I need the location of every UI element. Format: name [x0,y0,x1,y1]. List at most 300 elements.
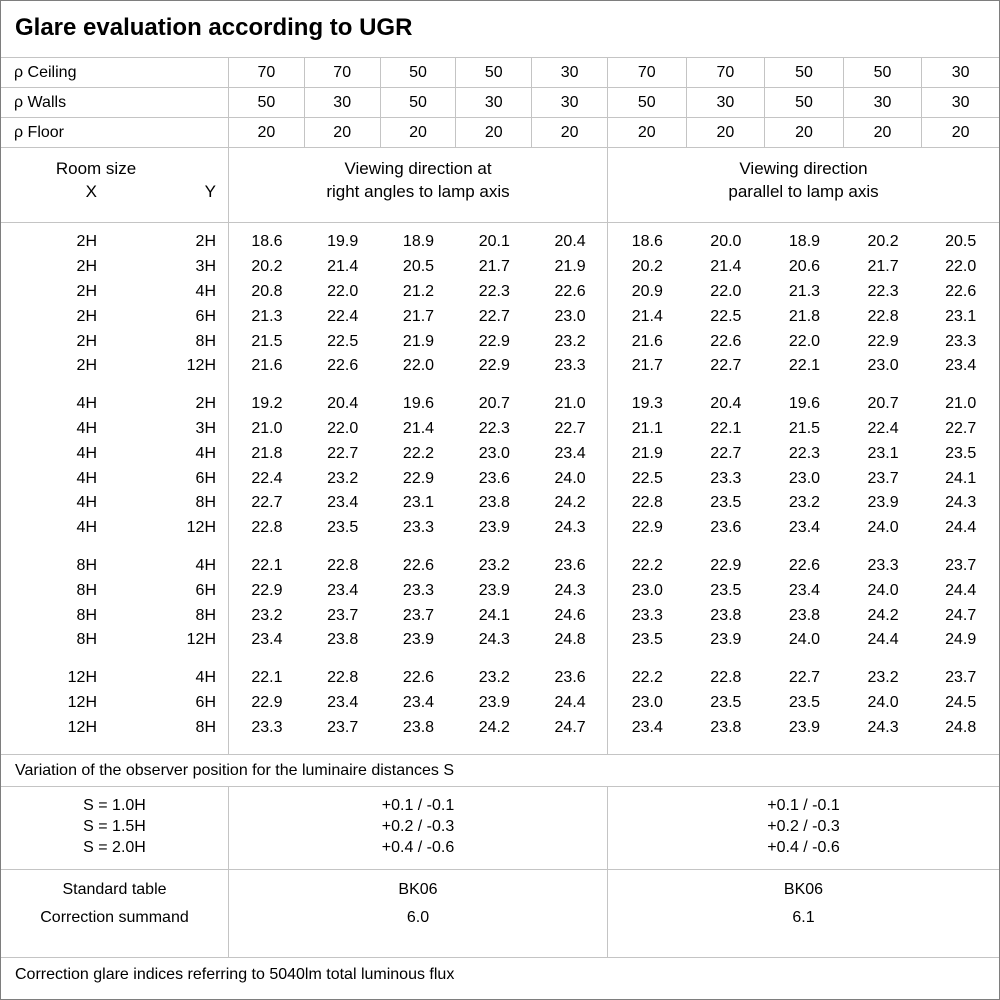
ugr-value: 23.9 [788,718,821,736]
ugr-value: 23.5 [327,519,359,537]
table-row [1,441,999,466]
ugr-value: 22.3 [478,419,510,437]
reflectance-value: 30 [456,88,532,117]
ugr-value: 24.3 [867,718,899,736]
y-cell: 12H [186,357,216,375]
group-header-line: right angles to lamp axis [326,182,510,201]
y-cell: 6H [195,693,216,711]
x-cell: 12H [67,693,97,711]
reflectance-value: 20 [951,123,970,141]
ugr-value: 23.3 [710,469,742,487]
s-value: +0.2 / -0.3 [767,818,840,835]
summary-label: Correction summand [40,909,189,926]
s-value: +0.1 / -0.1 [767,797,840,814]
ugr-value: 24.0 [867,581,899,599]
y-cell: 8H [195,718,216,736]
ugr-value: 23.7 [327,606,359,624]
ugr-value: 22.6 [788,556,821,574]
reflectance-value: 50 [765,58,844,87]
ugr-value: 19.6 [788,395,821,413]
summary-labels [1,870,229,957]
ugr-value: 21.8 [251,444,283,462]
reflectance-value: 50 [844,58,923,87]
ugr-value: 21.0 [554,395,586,413]
ugr-value: 21.0 [945,395,977,413]
ugr-value: 19.3 [631,395,663,413]
reflectance-value: 30 [532,58,608,87]
ugr-value: 20.4 [710,395,742,413]
ugr-value: 23.0 [631,581,663,599]
ugr-value: 23.8 [478,494,510,512]
group-header-line: Viewing direction [739,159,868,178]
ugr-value: 23.3 [554,357,586,375]
group-divider [607,223,608,754]
ugr-value: 23.4 [788,581,821,599]
y-cell: 2H [195,395,216,413]
reflectance-value: 30 [951,63,970,81]
table-row [1,516,999,541]
ugr-value: 23.8 [402,718,435,736]
ugr-value: 24.4 [867,631,899,649]
ugr-values-section [1,223,999,755]
ugr-value: 18.6 [251,233,283,251]
ugr-value: 23.1 [402,494,435,512]
ugr-value: 22.5 [710,307,742,325]
ugr-value: 19.2 [251,395,283,413]
ugr-value: 23.4 [554,444,586,462]
ugr-value: 22.7 [554,419,586,437]
s-row-label: S = 2.0H [83,839,146,856]
table-header-band [1,148,999,223]
ugr-value: 23.2 [867,669,899,687]
reflectance-value: 70 [608,58,687,87]
y-cell: 4H [195,669,216,687]
ugr-value: 21.6 [631,332,663,350]
reflectance-row [1,118,999,148]
ugr-value: 22.6 [402,556,435,574]
ugr-value: 18.9 [402,233,435,251]
ugr-value: 21.4 [402,419,435,437]
ugr-value: 22.7 [710,357,742,375]
ugr-value: 21.6 [251,357,283,375]
reflectance-value: 50 [381,88,457,117]
ugr-value: 23.3 [867,556,899,574]
table-row [1,392,999,417]
ugr-value: 24.3 [945,494,977,512]
reflectance-row [1,88,999,118]
ugr-value: 21.1 [631,419,663,437]
table-row [1,230,999,255]
ugr-value: 23.4 [327,494,359,512]
ugr-value: 23.9 [478,519,510,537]
reflectance-value: 70 [687,58,766,87]
ugr-value: 22.9 [631,519,663,537]
group-header-line: Viewing direction at [344,159,492,178]
ugr-value: 22.5 [631,469,663,487]
y-cell: 8H [195,494,216,512]
reflectance-value: 30 [687,88,766,117]
ugr-value: 22.3 [478,282,510,300]
ugr-value: 24.5 [945,693,977,711]
ugr-value: 24.3 [554,519,586,537]
room-size-block-4h [1,392,999,541]
y-cell: 6H [195,307,216,325]
page-title: Glare evaluation according to UGR [1,1,999,58]
table-row [1,715,999,740]
ugr-value: 23.7 [945,556,977,574]
ugr-value: 23.0 [788,469,821,487]
group-header-right-angles [229,148,608,222]
ugr-value: 22.7 [327,444,359,462]
ugr-value: 23.9 [478,693,510,711]
ugr-value: 22.8 [327,556,359,574]
reflectance-section [1,58,999,148]
ugr-value: 22.0 [327,282,359,300]
x-cell: 8H [76,581,97,599]
x-cell: 4H [76,395,97,413]
ugr-value: 24.8 [554,631,586,649]
ugr-value: 24.1 [945,469,977,487]
table-row [1,628,999,653]
ugr-value: 23.3 [251,718,283,736]
ugr-value: 21.3 [788,282,821,300]
ugr-value: 23.4 [327,581,359,599]
summary-values-right-angles [229,870,608,957]
ugr-value: 21.8 [788,307,821,325]
ugr-value: 20.5 [402,258,435,276]
ugr-value: 22.9 [251,693,283,711]
x-cell: 4H [76,419,97,437]
y-cell: 6H [195,469,216,487]
ugr-value: 24.6 [554,606,586,624]
ugr-value: 23.5 [631,631,663,649]
ugr-value: 24.4 [945,519,977,537]
table-row [1,491,999,516]
ugr-value: 23.5 [710,581,742,599]
ugr-value: 22.2 [402,444,435,462]
ugr-value: 24.2 [478,718,510,736]
ugr-value: 24.8 [945,718,977,736]
s-labels [1,787,229,869]
ugr-value: 23.6 [710,519,742,537]
ugr-value: 20.4 [327,395,359,413]
ugr-value: 20.4 [554,233,586,251]
table-row [1,354,999,379]
correction-summand-value: 6.1 [792,909,815,926]
x-cell: 2H [76,357,97,375]
ugr-value: 23.8 [710,718,742,736]
ugr-value: 19.6 [402,395,435,413]
ugr-value: 22.1 [251,669,283,687]
ugr-value: 23.6 [554,669,586,687]
ugr-value: 24.4 [554,693,586,711]
ugr-value: 21.9 [631,444,663,462]
ugr-value: 23.7 [945,669,977,687]
ugr-value: 24.7 [945,606,977,624]
ugr-value: 24.0 [867,519,899,537]
s-value: +0.1 / -0.1 [381,797,455,814]
ugr-value: 22.7 [710,444,742,462]
reflectance-value: 20 [532,118,608,147]
standard-table-value: BK06 [783,881,824,898]
x-cell: 2H [76,282,97,300]
observer-variation-section [1,787,999,870]
ugr-value: 21.5 [788,419,821,437]
table-row [1,666,999,691]
y-cell: 8H [195,606,216,624]
ugr-value: 20.9 [631,282,663,300]
ugr-value: 22.0 [945,258,977,276]
reflectance-label: ρ Ceiling [1,58,229,87]
ugr-value: 22.9 [402,469,435,487]
reflectance-value: 50 [456,58,532,87]
ugr-value: 22.6 [402,669,435,687]
room-size-block-12h [1,666,999,740]
x-cell: 12H [67,669,97,687]
ugr-value: 23.3 [402,519,435,537]
reflectance-value: 30 [305,88,381,117]
ugr-value: 21.2 [402,282,435,300]
table-row [1,554,999,579]
x-cell: 2H [76,233,97,251]
y-cell: 4H [195,556,216,574]
table-row [1,329,999,354]
ugr-value: 21.7 [631,357,663,375]
ugr-value: 23.2 [788,494,821,512]
ugr-value: 23.4 [631,718,663,736]
room-size-title: Room size [55,159,137,178]
ugr-value: 23.4 [402,693,435,711]
ugr-value: 23.2 [251,606,283,624]
ugr-value: 24.2 [554,494,586,512]
reflectance-value: 20 [229,118,305,147]
y-cell: 8H [195,332,216,350]
ugr-value: 22.6 [327,357,359,375]
ugr-value: 22.9 [478,357,510,375]
ugr-value: 20.1 [478,233,510,251]
y-cell: 3H [195,258,216,276]
y-cell: 12H [186,519,216,537]
ugr-value: 18.9 [788,233,821,251]
ugr-value: 22.7 [251,494,283,512]
ugr-value: 23.4 [788,519,821,537]
y-cell: 2H [195,233,216,251]
ugr-value: 20.2 [631,258,663,276]
ugr-value: 22.0 [402,357,435,375]
ugr-value: 22.1 [788,357,821,375]
ugr-value: 22.9 [478,332,510,350]
ugr-value: 22.0 [710,282,742,300]
ugr-value: 24.7 [554,718,586,736]
ugr-value: 24.4 [945,581,977,599]
y-cell: 4H [195,444,216,462]
ugr-value: 22.6 [554,282,586,300]
ugr-value: 23.6 [478,469,510,487]
ugr-value: 21.7 [402,307,435,325]
ugr-value: 22.2 [631,556,663,574]
y-cell: 12H [186,631,216,649]
ugr-value: 23.5 [710,494,742,512]
standard-table-value: BK06 [398,881,438,898]
ugr-value: 23.9 [478,581,510,599]
ugr-value: 22.7 [945,419,977,437]
ugr-value: 23.3 [402,581,435,599]
reflectance-row [1,58,999,88]
ugr-value: 23.8 [710,606,742,624]
ugr-value: 21.7 [867,258,899,276]
ugr-value: 22.8 [327,669,359,687]
reflectance-value: 20 [765,118,844,147]
ugr-value: 23.1 [867,444,899,462]
ugr-value: 23.2 [554,332,586,350]
ugr-value: 18.6 [631,233,663,251]
ugr-value: 22.7 [478,307,510,325]
reflectance-value: 50 [229,88,305,117]
ugr-value: 23.2 [327,469,359,487]
ugr-value: 20.5 [945,233,977,251]
ugr-value: 23.9 [710,631,742,649]
ugr-value: 20.6 [788,258,821,276]
table-row [1,603,999,628]
ugr-value: 23.0 [554,307,586,325]
ugr-value: 23.4 [327,693,359,711]
ugr-value: 21.4 [710,258,742,276]
s-values-parallel [608,787,999,869]
ugr-value: 22.1 [710,419,742,437]
ugr-value: 23.8 [788,606,821,624]
ugr-value: 22.6 [945,282,977,300]
room-size-block-2h [1,230,999,379]
group-header-parallel [608,148,999,222]
s-value: +0.2 / -0.3 [381,818,455,835]
ugr-value: 23.0 [631,693,663,711]
ugr-value: 23.1 [945,307,977,325]
ugr-value: 22.0 [788,332,821,350]
ugr-value: 23.4 [251,631,283,649]
reflectance-value: 50 [765,88,844,117]
ugr-value: 21.7 [478,258,510,276]
ugr-value: 23.8 [327,631,359,649]
ugr-value: 23.7 [867,469,899,487]
ugr-value: 24.2 [867,606,899,624]
ugr-value: 23.5 [710,693,742,711]
footer-note: Correction glare indices referring to 5040lm total luminous flux [15,966,455,983]
ugr-value: 22.9 [251,581,283,599]
ugr-value: 24.1 [478,606,510,624]
ugr-value: 23.0 [478,444,510,462]
table-row [1,255,999,280]
summary-section [1,870,999,958]
x-cell: 12H [67,718,97,736]
ugr-value: 19.9 [327,233,359,251]
reflectance-value: 20 [381,118,457,147]
ugr-value: 22.3 [867,282,899,300]
summary-label: Standard table [62,881,167,898]
ugr-value: 23.5 [945,444,977,462]
s-value: +0.4 / -0.6 [381,839,455,856]
ugr-value: 23.9 [867,494,899,512]
ugr-value: 22.4 [251,469,283,487]
ugr-value: 22.4 [327,307,359,325]
s-values-right-angles [229,787,608,869]
room-size-block-8h [1,554,999,653]
x-cell: 4H [76,444,97,462]
correction-summand-value: 6.0 [406,909,430,926]
reflectance-value: 50 [608,88,687,117]
ugr-value: 23.9 [402,631,435,649]
ugr-value: 22.8 [251,519,283,537]
ugr-value: 20.7 [478,395,510,413]
ugr-value: 22.8 [867,307,899,325]
ugr-value: 21.3 [251,307,283,325]
ugr-value: 23.0 [867,357,899,375]
ugr-value: 24.9 [945,631,977,649]
reflectance-value: 20 [608,118,687,147]
ugr-value: 23.5 [788,693,821,711]
ugr-value: 21.0 [251,419,283,437]
variation-note: Variation of the observer position for the luminaire distances S [1,755,999,787]
ugr-value: 20.2 [251,258,283,276]
reflectance-value: 70 [229,58,305,87]
ugr-value: 20.8 [251,282,283,300]
reflectance-value: 30 [951,93,970,111]
s-row-label: S = 1.0H [83,797,146,814]
x-cell: 2H [76,258,97,276]
table-row [1,417,999,442]
ugr-value: 20.2 [867,233,899,251]
ugr-value: 22.5 [327,332,359,350]
x-cell: 4H [76,519,97,537]
ugr-value: 23.4 [945,357,977,375]
ugr-value: 21.5 [251,332,283,350]
ugr-value: 22.6 [710,332,742,350]
y-cell: 3H [195,419,216,437]
ugr-value: 22.1 [251,556,283,574]
x-column-header: X [85,182,97,201]
s-row-label: S = 1.5H [83,818,146,835]
ugr-value: 22.8 [631,494,663,512]
ugr-value: 22.8 [710,669,742,687]
ugr-value: 23.7 [327,718,359,736]
ugr-value: 21.4 [327,258,359,276]
table-row [1,304,999,329]
ugr-value: 22.9 [710,556,742,574]
ugr-value: 24.3 [554,581,586,599]
ugr-value: 22.0 [327,419,359,437]
ugr-value: 23.2 [478,556,510,574]
x-cell: 2H [76,307,97,325]
ugr-value: 22.7 [788,669,821,687]
ugr-value: 23.7 [402,606,435,624]
room-size-header [1,148,229,222]
ugr-value: 23.6 [554,556,586,574]
reflectance-label: ρ Floor [1,118,229,147]
y-column-header: Y [204,182,216,201]
ugr-value: 22.4 [867,419,899,437]
x-cell: 4H [76,469,97,487]
ugr-value: 22.3 [788,444,821,462]
ugr-value: 22.2 [631,669,663,687]
ugr-value: 21.4 [631,307,663,325]
reflectance-value: 70 [305,58,381,87]
summary-values-parallel [608,870,999,957]
group-header-line: parallel to lamp axis [728,182,879,201]
reflectance-label: ρ Walls [1,88,229,117]
table-row [1,280,999,305]
table-row [1,466,999,491]
y-cell: 4H [195,282,216,300]
y-cell: 6H [195,581,216,599]
